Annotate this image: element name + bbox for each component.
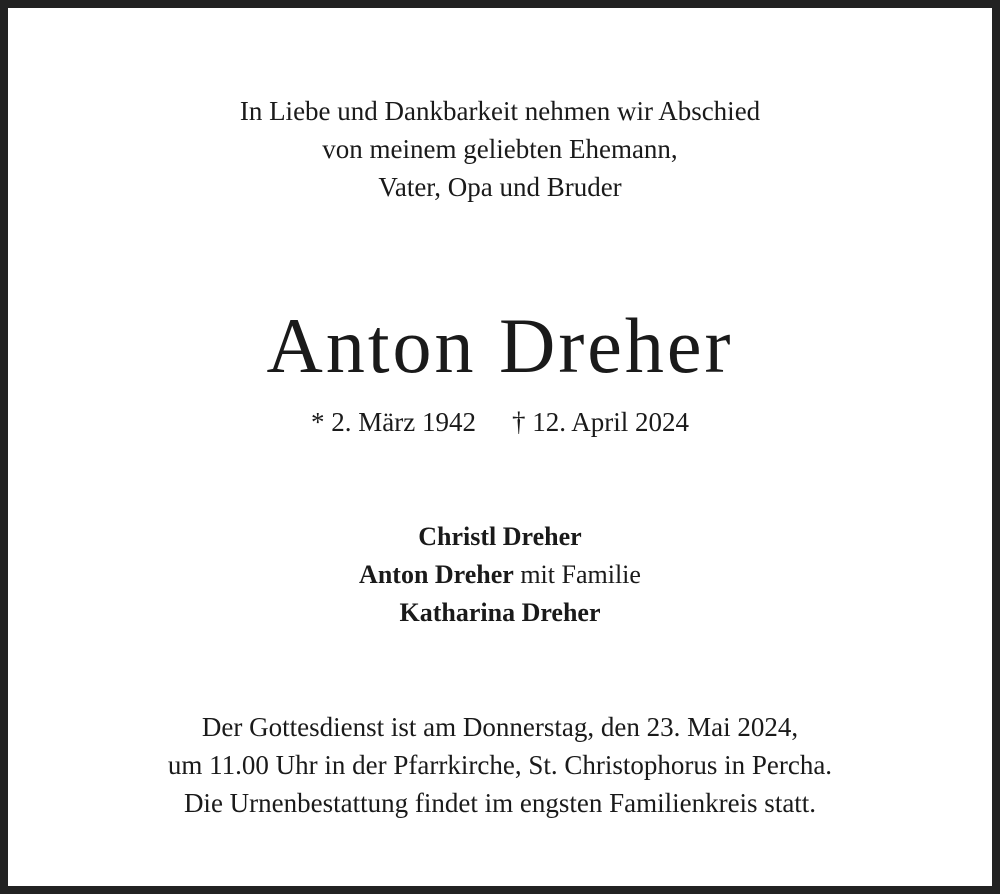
mourners-list: [8, 518, 992, 632]
life-dates: [8, 402, 992, 442]
mourner-line: [8, 556, 992, 594]
intro-line: von meinem geliebten Ehemann,: [322, 134, 678, 164]
intro-line: Vater, Opa und Bruder: [378, 172, 622, 202]
service-line: Die Urnenbestattung findet im engsten Familienkreis statt.: [183, 788, 817, 818]
birth-date: * 2. März 1942: [311, 407, 476, 437]
mourner-name: Anton Dreher: [359, 560, 514, 589]
intro-text: [8, 92, 992, 206]
deceased-name: Anton Dreher: [266, 302, 734, 389]
service-info: [8, 708, 992, 822]
intro-line: In Liebe und Dankbarkeit nehmen wir Abschied: [239, 96, 761, 126]
service-line: Der Gottesdienst ist am Donnerstag, den 23. Mai 2024,: [201, 712, 799, 742]
mourner-line: [8, 594, 992, 632]
mourner-line: [8, 518, 992, 556]
death-date: † 12. April 2024: [511, 407, 689, 437]
service-line: um 11.00 Uhr in der Pfarrkirche, St. Christophorus in Percha.: [167, 750, 833, 780]
mourner-name: Christl Dreher: [418, 522, 582, 551]
mourner-suffix: mit Familie: [513, 560, 641, 589]
mourner-name: Katharina Dreher: [399, 598, 601, 627]
